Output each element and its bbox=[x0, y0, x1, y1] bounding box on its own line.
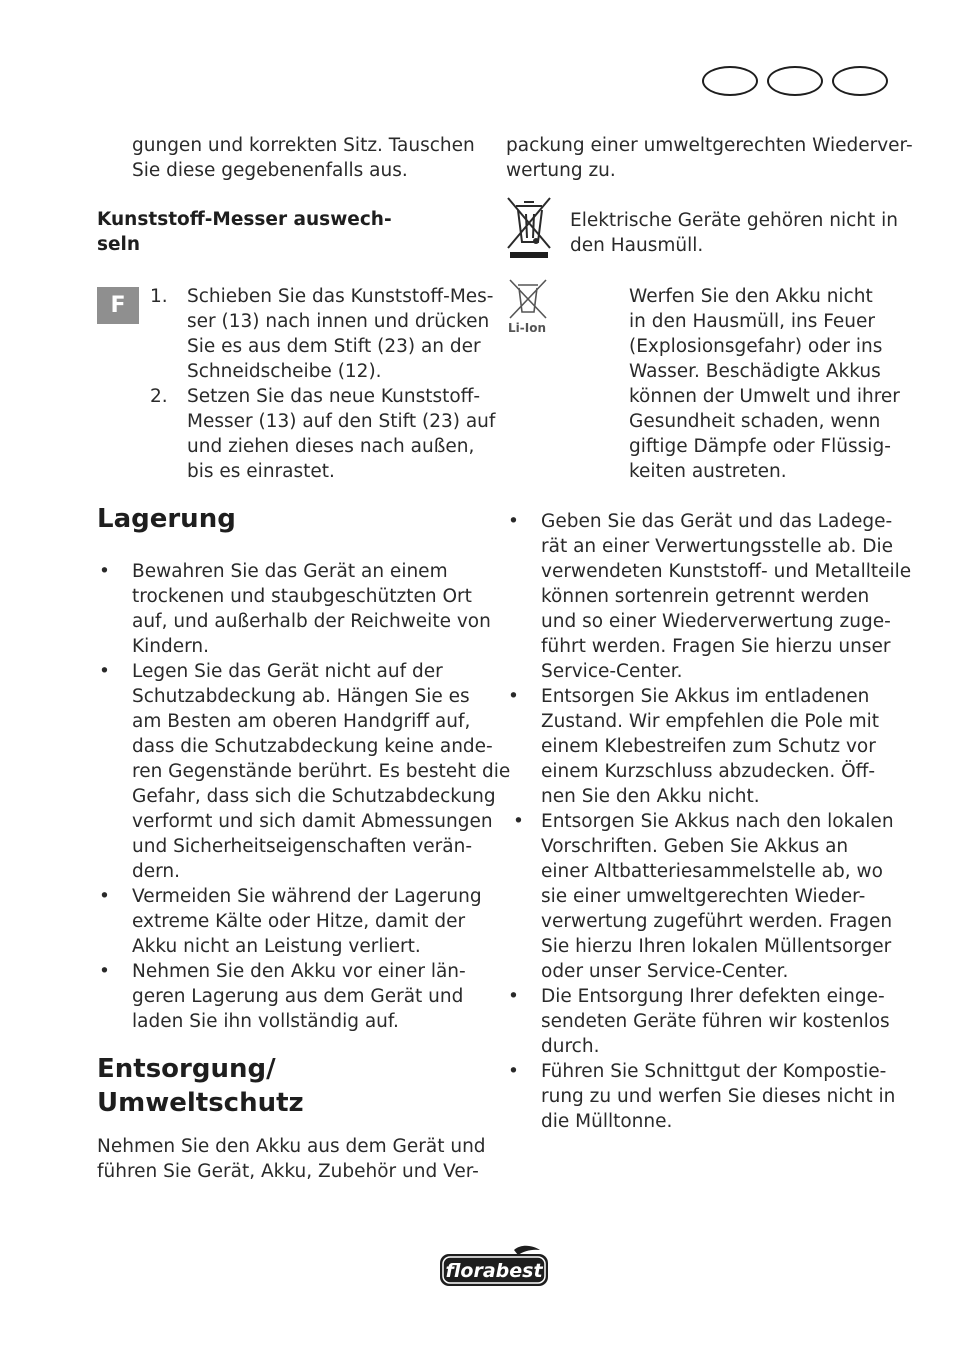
bullet-line: sendeten Geräte führen wir kostenlos bbox=[541, 1011, 890, 1032]
bullet-dot: • bbox=[508, 986, 519, 1007]
weee-note-line: den Hausmüll. bbox=[570, 235, 704, 256]
bullet-line: Legen Sie das Gerät nicht auf der bbox=[132, 661, 443, 682]
step-line: bis es einrastet. bbox=[187, 461, 335, 482]
battery-note-line: in den Hausmüll, ins Feuer bbox=[629, 311, 875, 332]
battery-note-line: keiten austreten. bbox=[629, 461, 787, 482]
bullet-line: ren Gegenstände berührt. Es besteht die bbox=[132, 761, 511, 782]
bullet-line: Die Entsorgung Ihrer defekten einge- bbox=[541, 986, 885, 1007]
bullet-line: geren Lagerung aus dem Gerät und bbox=[132, 986, 464, 1007]
florabest-logo bbox=[436, 1244, 552, 1290]
bullet-line: Kindern. bbox=[132, 636, 210, 657]
bullet-line: und Sicherheitseigenschaften verän- bbox=[132, 836, 473, 857]
bullet-dot: • bbox=[508, 686, 519, 707]
disposal-intro-line: führen Sie Gerät, Akku, Zubehör und Ver- bbox=[97, 1161, 479, 1182]
bullet-line: Entsorgen Sie Akkus im entladenen bbox=[541, 686, 870, 707]
bullet-line: Sie hierzu Ihren lokalen Müllentsorger bbox=[541, 936, 892, 957]
bullet-line: sie einer umweltgerechten Wieder- bbox=[541, 886, 866, 907]
bullet-dot: • bbox=[508, 1061, 519, 1082]
bullet-line: Bewahren Sie das Gerät an einem bbox=[132, 561, 448, 582]
svg-text:florabest: florabest bbox=[445, 1260, 543, 1282]
step-line: Schieben Sie das Kunststoff-Mes- bbox=[187, 286, 494, 307]
bullet-line: Gefahr, dass sich die Schutzabdeckung bbox=[132, 786, 496, 807]
disposal-intro-line: Nehmen Sie den Akku aus dem Gerät und bbox=[97, 1136, 486, 1157]
bullet-line: Vermeiden Sie während der Lagerung bbox=[132, 886, 482, 907]
bullet-line: dern. bbox=[132, 861, 181, 882]
disposal-heading: Umweltschutz bbox=[97, 1088, 304, 1118]
right-intro-line: wertung zu. bbox=[506, 160, 616, 181]
figure-label-badge: F bbox=[97, 287, 139, 324]
bullet-line: Geben Sie das Gerät und das Ladege- bbox=[541, 511, 893, 532]
li-ion-label: Li-Ion bbox=[508, 321, 546, 335]
bullet-line: trockenen und staubgeschützten Ort bbox=[132, 586, 472, 607]
bullet-dot: • bbox=[508, 511, 519, 532]
bullet-line: einer Altbatteriesammelstelle ab, wo bbox=[541, 861, 883, 882]
bullet-line: Nehmen Sie den Akku vor einer län- bbox=[132, 961, 466, 982]
step-number: 1. bbox=[150, 286, 168, 307]
bullet-line: nen Sie den Akku nicht. bbox=[541, 786, 760, 807]
battery-note-line: (Explosionsgefahr) oder ins bbox=[629, 336, 883, 357]
left-intro-line: gungen und korrekten Sitz. Tauschen bbox=[132, 135, 475, 156]
language-oval-3 bbox=[832, 66, 888, 96]
bullet-line: einem Kurzschluss abzudecken. Öff- bbox=[541, 761, 876, 782]
battery-note-line: können der Umwelt und ihrer bbox=[629, 386, 900, 407]
step-number: 2. bbox=[150, 386, 168, 407]
step-line: Setzen Sie das neue Kunststoff- bbox=[187, 386, 481, 407]
bullet-line: und so einer Wiederverwertung zuge- bbox=[541, 611, 891, 632]
bullet-line: dass die Schutzabdeckung keine ande- bbox=[132, 736, 493, 757]
battery-note-line: giftige Dämpfe oder Flüssig- bbox=[629, 436, 891, 457]
bullet-line: oder unser Service-Center. bbox=[541, 961, 789, 982]
subheading: seln bbox=[97, 234, 141, 255]
bullet-line: rät an einer Verwertungsstelle ab. Die bbox=[541, 536, 893, 557]
bullet-dot: • bbox=[99, 961, 110, 982]
step-line: und ziehen dieses nach außen, bbox=[187, 436, 475, 457]
bullet-line: einem Klebestreifen zum Schutz vor bbox=[541, 736, 876, 757]
bullet-line: Vorschriften. Geben Sie Akkus an bbox=[541, 836, 849, 857]
bullet-line: verformt und sich damit Abmessungen bbox=[132, 811, 493, 832]
bullet-line: extreme Kälte oder Hitze, damit der bbox=[132, 911, 466, 932]
bullet-dot: • bbox=[99, 886, 110, 907]
right-intro-line: packung einer umweltgerechten Wiederver- bbox=[506, 135, 913, 156]
step-line: ser (13) nach innen und drücken bbox=[187, 311, 490, 332]
bullet-line: Führen Sie Schnittgut der Kompostie- bbox=[541, 1061, 887, 1082]
bullet-line: Zustand. Wir empfehlen die Pole mit bbox=[541, 711, 880, 732]
bullet-dot: • bbox=[99, 561, 110, 582]
step-line: Messer (13) auf den Stift (23) auf bbox=[187, 411, 496, 432]
bullet-line: Akku nicht an Leistung verliert. bbox=[132, 936, 421, 957]
storage-heading: Lagerung bbox=[97, 504, 236, 534]
bullet-line: verwendeten Kunststoff- und Metallteile bbox=[541, 561, 912, 582]
bullet-line: am Besten am oberen Handgriff auf, bbox=[132, 711, 471, 732]
crossed-bin-icon bbox=[504, 196, 554, 262]
bullet-dot: • bbox=[513, 811, 524, 832]
bullet-line: die Mülltonne. bbox=[541, 1111, 673, 1132]
step-line: Sie es aus dem Stift (23) an der bbox=[187, 336, 481, 357]
li-ion-bin-icon bbox=[504, 278, 552, 338]
bullet-line: auf, und außerhalb der Reichweite von bbox=[132, 611, 491, 632]
left-intro-line: Sie diese gegebenenfalls aus. bbox=[132, 160, 408, 181]
bullet-line: führt werden. Fragen Sie hierzu unser bbox=[541, 636, 891, 657]
bullet-line: verwertung zugeführt werden. Fragen bbox=[541, 911, 893, 932]
weee-note-line: Elektrische Geräte gehören nicht in bbox=[570, 210, 899, 231]
disposal-heading: Entsorgung/ bbox=[97, 1054, 276, 1084]
bullet-dot: • bbox=[99, 661, 110, 682]
language-oval-2 bbox=[767, 66, 823, 96]
bullet-line: Entsorgen Sie Akkus nach den lokalen bbox=[541, 811, 894, 832]
battery-note-line: Werfen Sie den Akku nicht bbox=[629, 286, 873, 307]
bullet-line: Service-Center. bbox=[541, 661, 683, 682]
bullet-line: durch. bbox=[541, 1036, 600, 1057]
bullet-line: Schutzabdeckung ab. Hängen Sie es bbox=[132, 686, 470, 707]
battery-note-line: Wasser. Beschädigte Akkus bbox=[629, 361, 881, 382]
bullet-line: rung zu und werfen Sie dieses nicht in bbox=[541, 1086, 896, 1107]
bullet-line: können sortenrein getrennt werden bbox=[541, 586, 870, 607]
battery-note-line: Gesundheit schaden, wenn bbox=[629, 411, 881, 432]
subheading: Kunststoff-Messer auswech- bbox=[97, 209, 392, 230]
bullet-line: laden Sie ihn vollständig auf. bbox=[132, 1011, 399, 1032]
language-oval-1 bbox=[702, 66, 758, 96]
step-line: Schneidscheibe (12). bbox=[187, 361, 382, 382]
